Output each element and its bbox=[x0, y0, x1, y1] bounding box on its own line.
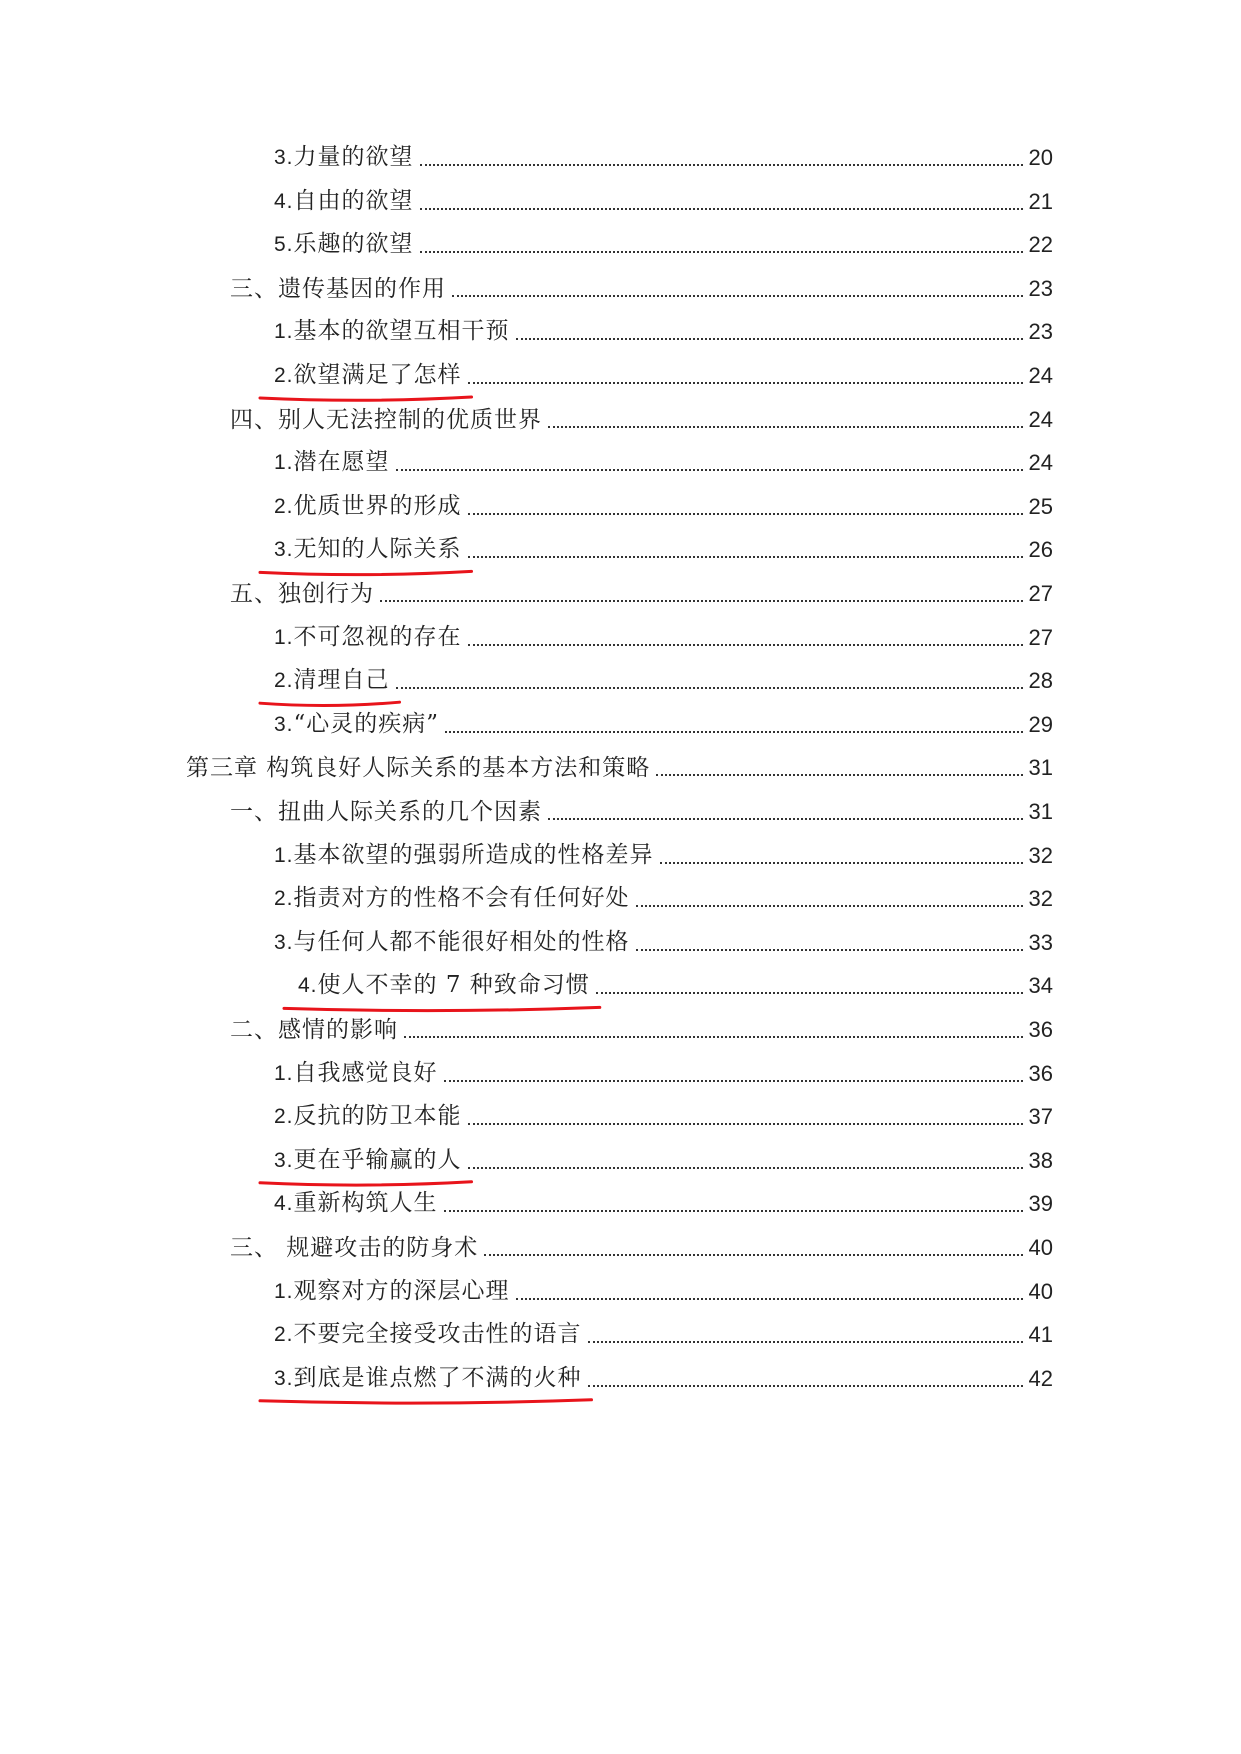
dot-leader bbox=[548, 818, 1023, 820]
toc-page-number: 38 bbox=[1028, 1147, 1053, 1173]
toc-entry bbox=[230, 1013, 1053, 1047]
toc-entry bbox=[274, 228, 1053, 262]
toc-page-number: 24 bbox=[1028, 406, 1053, 432]
toc-entry-label bbox=[274, 1143, 462, 1178]
toc-entry-title: 不要完全接受攻击性的语言 bbox=[293, 1321, 582, 1348]
toc-entry-label bbox=[274, 445, 390, 480]
dot-leader bbox=[380, 600, 1023, 602]
toc-entry-title: 到底是谁点燃了不满的火种 bbox=[293, 1364, 582, 1391]
dot-leader bbox=[444, 1210, 1023, 1212]
toc-entry-label bbox=[274, 881, 630, 916]
toc-entry bbox=[274, 141, 1053, 175]
dot-leader bbox=[660, 862, 1023, 864]
toc-page-number: 33 bbox=[1028, 929, 1053, 955]
toc-entry-title: 欲望满足了怎样 bbox=[293, 362, 462, 388]
toc-entry-title: “心灵的疾病” bbox=[293, 710, 440, 737]
toc-page-number: 22 bbox=[1028, 232, 1053, 258]
dot-leader bbox=[484, 1254, 1022, 1256]
dot-leader bbox=[516, 338, 1023, 340]
toc-entry bbox=[230, 1231, 1053, 1265]
toc-entry-title: 一、扭曲人际关系的几个因素 bbox=[230, 799, 542, 825]
toc-entry-title: 力量的欲望 bbox=[293, 144, 414, 170]
toc-entry-number: 2. bbox=[274, 494, 294, 518]
toc-entry-label bbox=[230, 403, 542, 437]
toc-entry-number: 3. bbox=[274, 930, 294, 954]
toc-entry-label bbox=[274, 489, 462, 524]
toc-page-number: 23 bbox=[1028, 275, 1053, 301]
toc-entry-number: 1. bbox=[274, 843, 294, 867]
toc-entry-number: 1. bbox=[274, 320, 294, 344]
toc-entry bbox=[274, 1144, 1053, 1178]
toc-entry-title: 反抗的防卫本能 bbox=[293, 1103, 462, 1130]
dot-leader bbox=[636, 905, 1023, 907]
toc-page-number: 27 bbox=[1028, 581, 1053, 606]
toc-page-number: 24 bbox=[1028, 450, 1053, 476]
dot-leader bbox=[468, 382, 1023, 384]
toc-page-number: 21 bbox=[1028, 188, 1053, 214]
toc-entry-number: 2. bbox=[274, 887, 294, 911]
toc-entry-title: 基本的欲望互相干预 bbox=[293, 318, 510, 345]
toc-page-number: 25 bbox=[1028, 493, 1053, 519]
toc-entry-title: 基本欲望的强弱所造成的性格差异 bbox=[293, 841, 654, 868]
toc-page-number: 34 bbox=[1028, 973, 1053, 999]
dot-leader bbox=[396, 687, 1023, 689]
dot-leader bbox=[468, 556, 1023, 558]
toc-entry-number: 1. bbox=[274, 451, 294, 475]
toc-entry-label bbox=[274, 358, 462, 393]
toc-page-number: 24 bbox=[1028, 363, 1053, 388]
toc-entry-number: 1. bbox=[274, 1061, 294, 1085]
toc-entry bbox=[274, 359, 1053, 393]
toc-entry-title: 三、遗传基因的作用 bbox=[230, 275, 446, 302]
toc-entry-label bbox=[230, 577, 374, 611]
toc-page-number: 39 bbox=[1028, 1191, 1053, 1217]
toc-entry bbox=[274, 621, 1053, 655]
dot-leader bbox=[636, 949, 1023, 951]
toc-entry-label bbox=[274, 1056, 438, 1091]
toc-entry-number: 2. bbox=[274, 364, 294, 387]
toc-entry-title: 五、独创行为 bbox=[230, 581, 374, 607]
toc-entry bbox=[274, 490, 1053, 524]
toc-entry-title: 三、 规避攻击的防身术 bbox=[230, 1235, 479, 1261]
toc-entry bbox=[274, 708, 1053, 742]
toc-entry-label bbox=[230, 1013, 398, 1047]
toc-entry-label bbox=[230, 1231, 478, 1265]
toc-entry-label bbox=[230, 272, 446, 306]
toc-entry-number: 3. bbox=[274, 146, 294, 169]
toc-entry-title: 重新构筑人生 bbox=[293, 1190, 438, 1217]
toc-entry-number: 3. bbox=[274, 538, 294, 562]
toc-entry bbox=[230, 272, 1053, 306]
toc-entry bbox=[274, 664, 1053, 698]
toc-entry-label bbox=[274, 1361, 582, 1396]
toc-entry-title: 自我感觉良好 bbox=[293, 1059, 438, 1086]
toc-entry bbox=[274, 1057, 1053, 1091]
toc-entry-title: 优质世界的形成 bbox=[293, 492, 462, 519]
toc-entry bbox=[274, 533, 1053, 567]
toc-page-number: 32 bbox=[1028, 886, 1053, 912]
toc-entry-label bbox=[274, 707, 439, 742]
toc-entry-number: 4. bbox=[274, 1192, 294, 1216]
dot-leader bbox=[404, 1036, 1023, 1038]
toc-entry-number: 5. bbox=[274, 233, 294, 257]
toc-page-number: 31 bbox=[1028, 755, 1053, 781]
toc-entry-title: 二、感情的影响 bbox=[230, 1017, 398, 1043]
toc-entry-title: 乐趣的欲望 bbox=[293, 231, 414, 258]
toc-entry bbox=[274, 315, 1053, 349]
toc-page-number: 31 bbox=[1028, 799, 1053, 824]
toc-entry bbox=[274, 185, 1053, 219]
dot-leader bbox=[445, 731, 1022, 733]
toc-entry bbox=[274, 1362, 1053, 1396]
toc-entry-title: 第三章 构筑良好人际关系的基本方法和策略 bbox=[186, 755, 651, 782]
dot-leader bbox=[468, 644, 1023, 646]
toc-entry-number: 3. bbox=[274, 1366, 294, 1390]
dot-leader bbox=[468, 1167, 1023, 1169]
toc-entry-title: 四、别人无法控制的优质世界 bbox=[230, 406, 542, 433]
dot-leader bbox=[420, 251, 1023, 253]
toc-page-number: 20 bbox=[1028, 145, 1053, 170]
toc-entry-title: 与任何人都不能很好相处的性格 bbox=[293, 928, 630, 955]
toc-page-number: 27 bbox=[1028, 624, 1053, 650]
toc-entry bbox=[274, 1100, 1053, 1134]
toc-entry-title: 使人不幸的 7 种致命习惯 bbox=[317, 972, 590, 999]
toc-entry bbox=[274, 882, 1053, 916]
toc-entry-number: 3. bbox=[274, 1148, 294, 1172]
toc-entry bbox=[274, 1275, 1053, 1309]
toc-page-number: 32 bbox=[1028, 842, 1053, 868]
toc-entry bbox=[230, 577, 1053, 611]
toc-entry-title: 清理自己 bbox=[293, 667, 390, 694]
toc-entry-label bbox=[186, 751, 650, 785]
dot-leader bbox=[588, 1385, 1023, 1387]
toc-page-number: 29 bbox=[1028, 711, 1053, 737]
toc-entry-title: 自由的欲望 bbox=[293, 187, 414, 214]
toc-entry bbox=[274, 839, 1053, 873]
toc-entry-label bbox=[274, 140, 414, 175]
toc-entry-number: 4. bbox=[298, 974, 318, 998]
dot-leader bbox=[596, 992, 1023, 994]
toc-entry-number: 4. bbox=[274, 189, 294, 213]
toc-entry-title: 潜在愿望 bbox=[293, 449, 390, 476]
dot-leader bbox=[420, 208, 1023, 210]
toc-page-number: 23 bbox=[1028, 319, 1053, 345]
toc-entry-title: 指责对方的性格不会有任何好处 bbox=[293, 885, 630, 912]
toc-entry-number: 2. bbox=[274, 669, 294, 693]
toc-page-number: 37 bbox=[1028, 1104, 1053, 1130]
toc-entry-number: 2. bbox=[274, 1323, 294, 1347]
toc-entry-label bbox=[274, 620, 462, 655]
toc-entry-label bbox=[230, 795, 542, 829]
toc-entry-label bbox=[274, 314, 510, 349]
toc-entry-label bbox=[274, 925, 630, 960]
dot-leader bbox=[656, 774, 1022, 776]
toc-page-number: 26 bbox=[1028, 537, 1053, 563]
dot-leader bbox=[468, 1123, 1023, 1125]
toc-entry-title: 不可忽视的存在 bbox=[293, 623, 462, 650]
dot-leader bbox=[452, 295, 1023, 297]
dot-leader bbox=[516, 1298, 1023, 1300]
toc-entry-label bbox=[274, 1099, 462, 1134]
toc-entry bbox=[186, 751, 1053, 785]
dot-leader bbox=[588, 1341, 1023, 1343]
toc-entry-label bbox=[274, 532, 462, 567]
dot-leader bbox=[396, 469, 1023, 471]
toc-page-number: 42 bbox=[1028, 1365, 1053, 1391]
toc-entry bbox=[298, 969, 1053, 1003]
toc-entry-number: 1. bbox=[274, 1279, 294, 1303]
dot-leader bbox=[444, 1080, 1023, 1082]
toc-entry bbox=[274, 926, 1053, 960]
toc-entry-title: 无知的人际关系 bbox=[293, 536, 462, 563]
toc-page-number: 40 bbox=[1028, 1235, 1053, 1260]
toc-entry-title: 更在乎输赢的人 bbox=[293, 1146, 462, 1173]
toc-entry-number: 3. bbox=[274, 712, 294, 736]
toc-entry-label bbox=[274, 1317, 582, 1352]
toc-page-number: 41 bbox=[1028, 1322, 1053, 1348]
dot-leader bbox=[468, 513, 1023, 515]
toc-entry-number: 1. bbox=[274, 625, 294, 649]
toc-entry-label bbox=[274, 663, 390, 698]
toc-entry bbox=[230, 795, 1053, 829]
toc-entry-label bbox=[274, 1274, 510, 1309]
toc-entry bbox=[274, 446, 1053, 480]
toc-entry-number: 2. bbox=[274, 1105, 294, 1129]
toc-page-number: 36 bbox=[1028, 1017, 1053, 1042]
toc-entry-label bbox=[298, 968, 590, 1003]
toc-entry-label bbox=[274, 184, 414, 219]
toc-entry bbox=[230, 403, 1053, 437]
toc-page-number: 28 bbox=[1028, 668, 1053, 694]
dot-leader bbox=[420, 164, 1023, 166]
toc-entry bbox=[274, 1187, 1053, 1221]
toc-page-number: 36 bbox=[1028, 1060, 1053, 1086]
toc-page-number: 40 bbox=[1028, 1278, 1053, 1304]
toc-entry-label bbox=[274, 227, 414, 262]
toc-entry bbox=[274, 1318, 1053, 1352]
toc-entry-label bbox=[274, 1186, 438, 1221]
toc-entry-title: 观察对方的深层心理 bbox=[293, 1277, 510, 1304]
dot-leader bbox=[548, 426, 1023, 428]
toc-entry-label bbox=[274, 838, 654, 873]
